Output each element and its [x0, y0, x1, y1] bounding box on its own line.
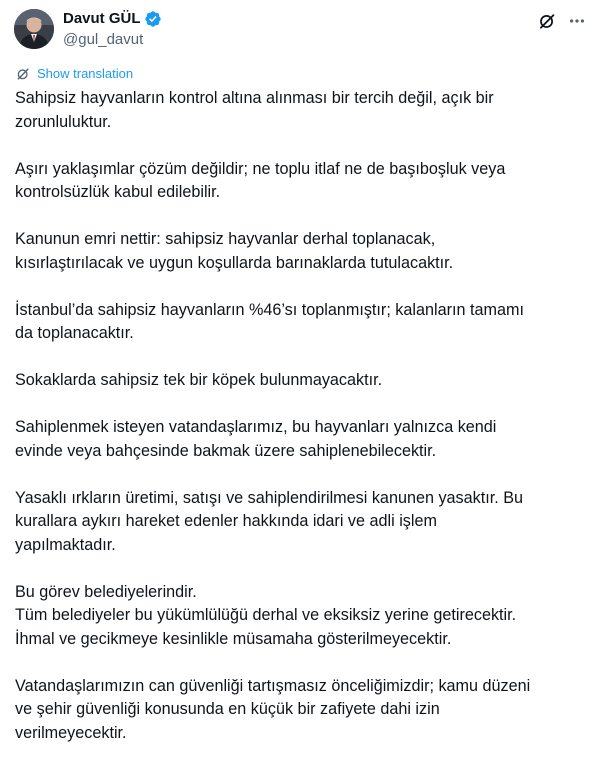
tweet-paragraph: Yasaklı ırkların üretimi, satışı ve sahiplendirilmesi kanunen yasaktır. Bu kurallara aykırı hareket edenler hakkında idari ve adli işlem yapılmaktadır.	[15, 488, 524, 554]
author-block	[63, 9, 162, 50]
tweet-paragraph: Bu görev belediyelerindir. Tüm belediyeler bu yükümlülüğü derhal ve eksiksiz yerine getirecektir. İhmal ve gecikmeye kesinlikle müsamaha gösterilmeyecektir.	[15, 582, 517, 648]
tweet-paragraph: Sahiplenmek isteyen vatandaşlarımız, bu hayvanları yalnızca kendi evinde veya bahçesinde bakmak üzere sahiplenebilecektir.	[15, 418, 497, 460]
tweet-paragraph: Aşırı yaklaşımlar çözüm değildir; ne toplu itlaf ne de başıboşluk veya kontrolsüzlük kabul edilebilir.	[15, 159, 506, 201]
name-row	[63, 9, 162, 29]
grok-icon	[538, 12, 556, 30]
avatar-image	[14, 9, 54, 49]
show-translation-link[interactable]	[16, 66, 133, 82]
tweet-text	[15, 87, 585, 745]
show-translation-label: Show translation	[37, 66, 134, 81]
tweet-paragraph: İstanbul’da sahipsiz hayvanların %46’sı toplanmıştır; kalanların tamamı da toplanacaktır.	[15, 300, 524, 342]
more-options-button[interactable]	[567, 11, 587, 31]
grok-translate-icon	[16, 67, 30, 81]
tweet-paragraph: Kanunun emri nettir: sahipsiz hayvanlar derhal toplanacak, kısırlaştırılacak ve uygun koşullarda barınaklarda tutulacaktır.	[15, 230, 454, 272]
author-handle[interactable]: @gul_davut	[63, 31, 144, 48]
tweet-header	[14, 9, 587, 51]
author-display-name[interactable]: Davut GÜL	[63, 10, 141, 27]
more-icon	[568, 12, 586, 30]
tweet-paragraph: Sahipsiz hayvanların kontrol altına alınması bir tercih değil, açık bir zorunluluktur.	[15, 89, 494, 131]
grok-button[interactable]	[537, 11, 557, 31]
tweet-paragraph: Sokaklarda sahipsiz tek bir köpek bulunmayacaktır.	[15, 371, 383, 389]
verified-badge-icon	[144, 10, 162, 28]
header-actions	[537, 11, 587, 31]
tweet-paragraph: Vatandaşlarımızın can güvenliği tartışmasız önceliğimizdir; kamu düzeni ve şehir güvenliği konusunda en küçük bir zafiyete dahi izin verilmeyecektir.	[15, 676, 531, 742]
avatar[interactable]	[14, 9, 54, 49]
